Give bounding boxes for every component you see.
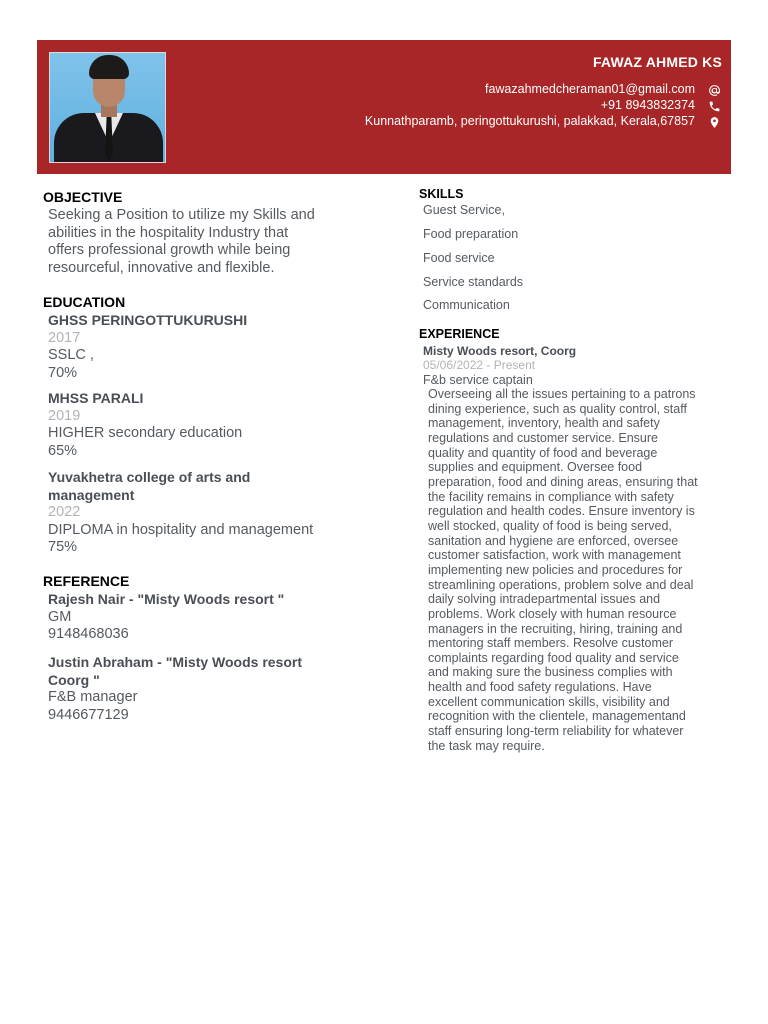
email-text: fawazahmedcheraman01@gmail.com bbox=[484, 82, 695, 96]
education-course: DIPLOMA in hospitality and management bbox=[48, 521, 314, 538]
education-item bbox=[48, 312, 348, 382]
skills-heading: SKILLS bbox=[419, 187, 464, 201]
reference-item bbox=[48, 654, 348, 724]
skill-item: Communication bbox=[423, 298, 510, 312]
skill-item: Guest Service, bbox=[423, 203, 505, 217]
school-name: MHSS PARALI bbox=[48, 390, 144, 406]
profile-photo bbox=[49, 52, 166, 163]
education-year: 2022 bbox=[48, 504, 81, 520]
phone-text: +91 8943832374 bbox=[600, 98, 695, 112]
reference-heading: REFERENCE bbox=[43, 573, 130, 589]
experience-date: 05/06/2022 - Present bbox=[423, 358, 536, 372]
resume-header bbox=[37, 40, 731, 174]
education-year: 2019 bbox=[48, 407, 81, 424]
skill-item: Food service bbox=[423, 251, 495, 265]
experience-role: F&b service captain bbox=[423, 373, 533, 387]
school-name: GHSS PERINGOTTUKURUSHI bbox=[48, 312, 248, 328]
education-item bbox=[48, 390, 348, 460]
reference-phone: 9148468036 bbox=[48, 626, 129, 642]
education-course: SSLC , bbox=[48, 347, 94, 363]
education-score: 75% bbox=[48, 539, 78, 555]
reference-role: F&B manager bbox=[48, 689, 138, 705]
reference-item bbox=[48, 591, 348, 644]
skill-item: Food preparation bbox=[423, 227, 519, 241]
school-name: Yuvakhetra college of arts and bbox=[48, 469, 251, 485]
address-text: Kunnathparamb, peringottukurushi, palakkad, Kerala,67857 bbox=[364, 114, 695, 128]
education-course: HIGHER secondary education bbox=[48, 425, 243, 441]
experience-description: Overseeing all the issues pertaining to a patrons dining experience, such as quality control, staff management, inventory, health and safety regulations and customer service. Ensure quality and quantity of food and beverage supplies and equipment. Oversee food preparation, food and dining areas, ensuring that the facility remains in compliance with safety regulation and health codes. Ensure inventory is well stocked, quality of food is being served, sanitation and hygiene are enforced, oversee customer satisfaction, work with management implementing new policies and procedures for streamlining operations, problem solve and deal daily solving intradepartmental issues and problems. Work closely with human resource managers in the recruiting, hiring, training and mentoring staff members. Resolve customer complaints regarding food quality and service and making sure the business complies with health and food safety regulations. Have excellent communication skills, visibility and recognition with the clientele, managementand staff ensuring long-term reliability for whatever the task may require. bbox=[428, 387, 698, 753]
education-score: 65% bbox=[48, 442, 78, 459]
location-pin-icon bbox=[707, 115, 721, 129]
education-score: 70% bbox=[48, 364, 78, 381]
education-item bbox=[48, 469, 348, 557]
experience-company: Misty Woods resort, Coorg bbox=[423, 344, 577, 358]
candidate-name: FAWAZ AHMED KS bbox=[592, 54, 722, 70]
objective-text: Seeking a Position to utilize my Skills and abilities in the hospitality Industry that offers professional growth while being resourceful, innovative and flexible. bbox=[48, 207, 315, 276]
reference-role: GM bbox=[48, 608, 72, 625]
phone-icon bbox=[707, 99, 721, 113]
reference-name: Coorg " bbox=[48, 671, 100, 688]
at-icon bbox=[707, 83, 721, 97]
experience-heading: EXPERIENCE bbox=[419, 327, 500, 341]
reference-name: Justin Abraham - "Misty Woods resort bbox=[48, 654, 303, 670]
school-name: management bbox=[48, 486, 135, 503]
skill-item: Service standards bbox=[423, 275, 524, 289]
reference-name: Rajesh Nair - "Misty Woods resort " bbox=[48, 591, 285, 607]
reference-phone: 9446677129 bbox=[48, 706, 129, 723]
objective-heading: OBJECTIVE bbox=[43, 189, 123, 205]
education-heading: EDUCATION bbox=[43, 294, 126, 310]
education-year: 2017 bbox=[48, 329, 81, 346]
